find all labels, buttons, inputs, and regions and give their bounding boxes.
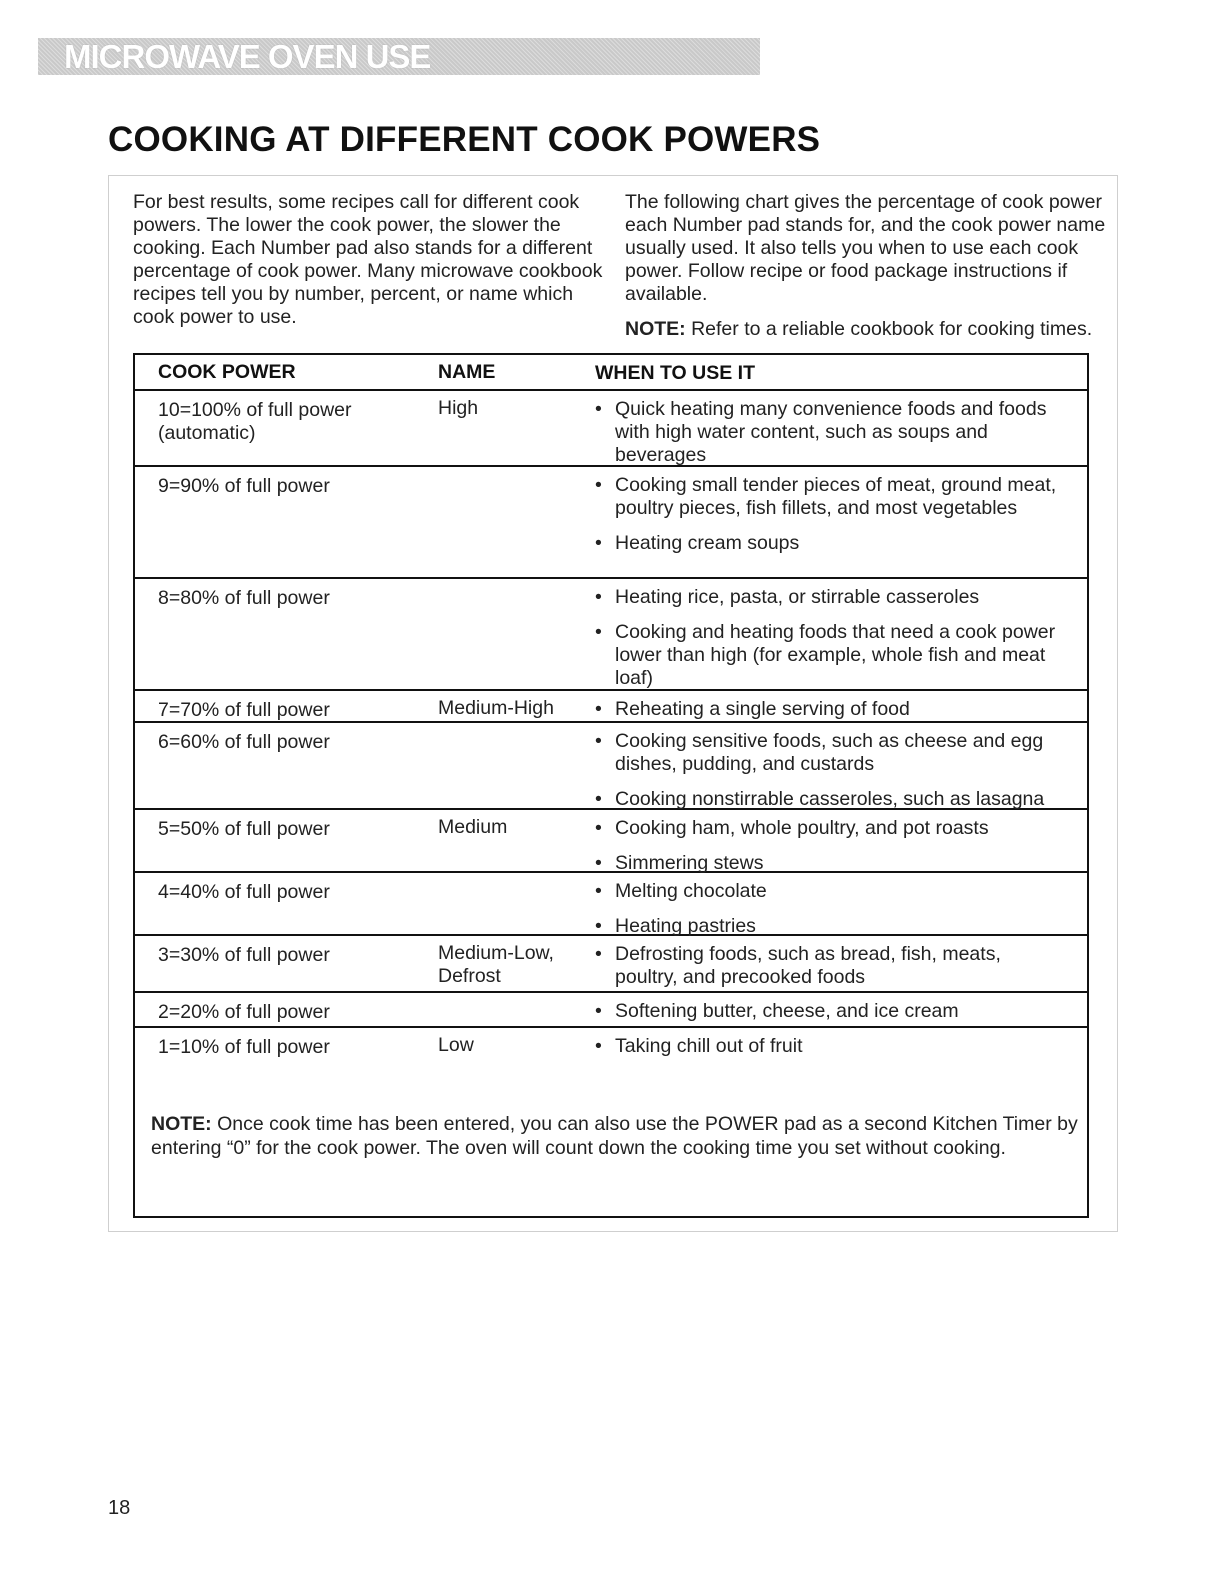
use-bullet-item	[595, 621, 1065, 690]
table-row	[135, 691, 1087, 723]
use-text: Heating cream soups	[615, 532, 800, 554]
page-title: COOKING AT DIFFERENT COOK POWERS	[108, 120, 821, 159]
bullet-icon: •	[595, 1035, 602, 1057]
use-text: Taking chill out of fruit	[615, 1035, 803, 1057]
bullet-icon: •	[595, 1000, 602, 1022]
table-row	[135, 993, 1087, 1028]
column-header-when-to-use: WHEN TO USE IT	[595, 362, 755, 384]
use-text: Heating rice, pasta, or stirrable casseroles	[615, 586, 980, 608]
table-row	[135, 391, 1087, 467]
power-name-cell: High	[438, 397, 479, 419]
note-label: NOTE:	[625, 318, 686, 340]
bullet-icon: •	[595, 788, 602, 810]
power-name-cell: Medium	[438, 816, 508, 838]
use-text: Quick heating many convenience foods and foods with high water content, such as soups and beverages	[615, 398, 1047, 466]
note-text: Once cook time has been entered, you can also use the POWER pad as a second Kitchen Timer by entering “0” for the cook power. The oven will count down the cooking time you set without cooking.	[151, 1113, 1078, 1159]
cook-power-table	[133, 353, 1089, 1218]
column-header-cook-power: COOK POWER	[158, 361, 296, 383]
use-bullet-item	[595, 474, 1065, 520]
use-text: Reheating a single serving of food	[615, 698, 910, 720]
cook-power-cell: 2=20% of full power	[158, 1001, 330, 1023]
power-name-cell: Low	[438, 1034, 474, 1056]
bullet-icon: •	[595, 880, 602, 902]
cook-power-cell: 4=40% of full power	[158, 881, 330, 903]
note-text: Refer to a reliable cookbook for cooking times.	[685, 318, 1093, 340]
use-bullet-item	[595, 852, 1065, 875]
use-bullet-item	[595, 586, 1065, 609]
power-name-cell: Medium-Low, Defrost	[438, 942, 554, 987]
bullet-icon: •	[595, 852, 602, 874]
section-banner	[38, 38, 760, 75]
use-bullet-item	[595, 730, 1065, 776]
cookbook-note	[625, 318, 1125, 341]
table-row	[135, 1028, 1087, 1108]
table-row	[135, 723, 1087, 810]
bullet-icon: •	[595, 586, 602, 608]
use-bullet-item	[595, 398, 1065, 467]
column-header-name: NAME	[438, 361, 496, 383]
use-bullet-item	[595, 880, 1065, 903]
cook-power-cell: 9=90% of full power	[158, 475, 330, 497]
cook-power-cell: 1=10% of full power	[158, 1036, 330, 1058]
table-header-row	[135, 355, 1087, 391]
bullet-icon: •	[595, 698, 602, 720]
bullet-icon: •	[595, 817, 602, 839]
section-banner-label: MICROWAVE OVEN USE	[64, 38, 431, 75]
cook-power-cell: 7=70% of full power	[158, 699, 330, 721]
cook-power-cell: 8=80% of full power	[158, 587, 330, 609]
page-number: 18	[108, 1497, 131, 1519]
table-row	[135, 810, 1087, 873]
use-text: Softening butter, cheese, and ice cream	[615, 1000, 959, 1022]
use-text: Melting chocolate	[615, 880, 767, 902]
use-text: Heating pastries	[615, 915, 756, 937]
bullet-icon: •	[595, 915, 602, 937]
note-label: NOTE:	[151, 1113, 212, 1135]
use-text: Cooking small tender pieces of meat, ground meat, poultry pieces, fish fillets, and most vegetables	[615, 474, 1057, 519]
power-name-cell: Medium-High	[438, 697, 554, 719]
when-to-use-cell	[595, 1035, 1065, 1070]
use-bullet-item	[595, 1000, 1065, 1023]
when-to-use-cell	[595, 474, 1065, 567]
cook-power-cell: 5=50% of full power	[158, 818, 330, 840]
use-bullet-item	[595, 532, 1065, 555]
use-bullet-item	[595, 1035, 1065, 1058]
use-text: Simmering stews	[615, 852, 764, 874]
kitchen-timer-note	[151, 1112, 1081, 1160]
table-row	[135, 873, 1087, 936]
use-bullet-item	[595, 698, 1065, 721]
bullet-icon: •	[595, 730, 602, 752]
table-row	[135, 467, 1087, 579]
bullet-icon: •	[595, 398, 602, 420]
intro-left-paragraph: For best results, some recipes call for different cook powers. The lower the cook power, the slower the cooking. Each Number pad also stands for a different percentage of cook power. Many microwave cookbook recipes tell you by number, percent, or name which cook power to use.	[133, 191, 603, 328]
use-bullet-item	[595, 915, 1065, 938]
use-bullet-item	[595, 817, 1065, 840]
bullet-icon: •	[595, 474, 602, 496]
cook-power-cell: 10=100% of full power (automatic)	[158, 399, 352, 444]
cook-power-cell: 6=60% of full power	[158, 731, 330, 753]
use-text: Cooking and heating foods that need a cook power lower than high (for example, whole fish and meat loaf)	[615, 621, 1056, 689]
bullet-icon: •	[595, 621, 602, 643]
when-to-use-cell	[595, 586, 1065, 702]
cook-power-cell: 3=30% of full power	[158, 944, 330, 966]
use-text: Cooking nonstirrable casseroles, such as lasagna	[615, 788, 1045, 810]
table-row	[135, 579, 1087, 691]
use-bullet-item	[595, 943, 1065, 989]
bullet-icon: •	[595, 532, 602, 554]
bullet-icon: •	[595, 943, 602, 965]
intro-right-paragraph: The following chart gives the percentage of cook power each Number pad stands for, and the cook power name usually used. It also tells you when to use each cook power. Follow recipe or food package instructions if available.	[625, 191, 1106, 305]
table-row	[135, 936, 1087, 993]
use-text: Defrosting foods, such as bread, fish, meats, poultry, and precooked foods	[615, 943, 1001, 988]
use-text: Cooking ham, whole poultry, and pot roasts	[615, 817, 989, 839]
use-text: Cooking sensitive foods, such as cheese and egg dishes, pudding, and custards	[615, 730, 1044, 775]
use-bullet-item	[595, 788, 1065, 811]
